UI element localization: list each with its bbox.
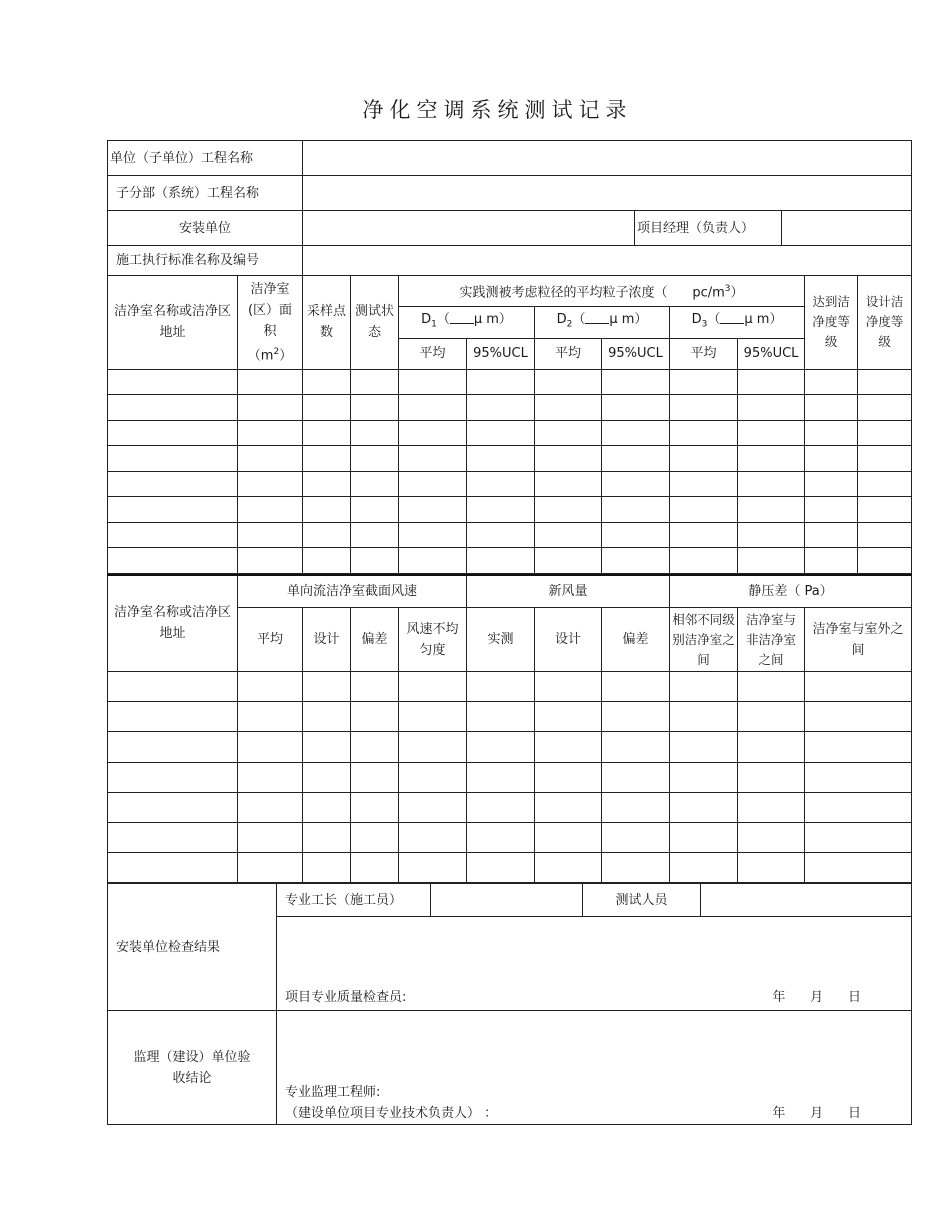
airflow-cell[interactable] xyxy=(535,822,602,852)
header-d3-avg: 平均 xyxy=(670,338,738,369)
particle-row xyxy=(108,497,912,523)
airflow-cell[interactable] xyxy=(108,732,238,762)
airflow-cell[interactable] xyxy=(238,732,303,762)
header-d2-ucl: 95%UCL xyxy=(602,338,670,369)
label-owner-rep: （建设单位项目专业技术负责人） ： xyxy=(285,1106,498,1122)
airflow-cell[interactable] xyxy=(670,732,738,762)
header-particle-concentration: 实践测被考虑粒径的平均粒子浓度（ $pc/m^3$） xyxy=(399,276,805,306)
label-install-unit: 安装单位 xyxy=(108,211,303,246)
label-unit-project: 单位（子单位）工程名称 xyxy=(108,141,303,176)
airflow-cell[interactable] xyxy=(238,792,303,822)
header-d3: $D_3$（ μ m） xyxy=(670,306,805,338)
airflow-table xyxy=(107,574,912,884)
header-adjacent-rooms: 相邻不同级别洁净室之间 xyxy=(670,608,738,672)
test-record-form xyxy=(107,140,911,1125)
particle-row xyxy=(108,369,912,395)
particle-cell[interactable] xyxy=(108,420,238,446)
particle-cell[interactable] xyxy=(805,548,858,574)
header-velocity: 单向流洁净室截面风速 xyxy=(238,575,467,608)
field-install-unit[interactable] xyxy=(303,211,635,246)
particle-cell[interactable] xyxy=(351,548,399,574)
particle-cell[interactable] xyxy=(351,420,399,446)
airflow-row xyxy=(108,792,912,822)
airflow-cell[interactable] xyxy=(351,732,399,762)
header-velocity-avg: 平均 xyxy=(238,608,303,672)
particle-cell[interactable] xyxy=(602,471,670,497)
label-qc-inspector: 项目专业质量检查员: xyxy=(285,990,407,1006)
field-inspection-result[interactable] xyxy=(277,917,912,1011)
airflow-cell[interactable] xyxy=(535,702,602,732)
particle-cell[interactable] xyxy=(108,369,238,395)
airflow-cell[interactable] xyxy=(399,822,467,852)
label-project-manager: 项目经理（负责人） xyxy=(635,211,782,246)
airflow-cell[interactable] xyxy=(108,792,238,822)
header-clean-nonclean: 洁净室与非洁净室之间 xyxy=(738,608,805,672)
airflow-cell[interactable] xyxy=(670,822,738,852)
label-tester: 测试人员 xyxy=(583,884,701,917)
particle-cell[interactable] xyxy=(602,420,670,446)
particle-cell[interactable] xyxy=(805,446,858,472)
particle-cell[interactable] xyxy=(670,471,738,497)
particle-cell[interactable] xyxy=(602,522,670,548)
particle-cell[interactable] xyxy=(858,446,912,472)
airflow-cell[interactable] xyxy=(467,732,535,762)
particle-row xyxy=(108,471,912,497)
header-room-address-2: 洁净室名称或洁净区地址 xyxy=(108,575,238,672)
particle-cell[interactable] xyxy=(602,395,670,421)
airflow-cell[interactable] xyxy=(238,762,303,792)
airflow-cell[interactable] xyxy=(303,672,351,702)
particle-cell[interactable] xyxy=(670,395,738,421)
header-fresh-design: 设计 xyxy=(535,608,602,672)
airflow-row xyxy=(108,762,912,792)
particle-cell[interactable] xyxy=(108,471,238,497)
particle-cell[interactable] xyxy=(467,548,535,574)
airflow-cell[interactable] xyxy=(467,822,535,852)
airflow-cell[interactable] xyxy=(805,792,912,822)
airflow-cell[interactable] xyxy=(303,702,351,732)
airflow-cell[interactable] xyxy=(399,702,467,732)
particle-cell[interactable] xyxy=(399,446,467,472)
airflow-cell[interactable] xyxy=(670,762,738,792)
airflow-cell[interactable] xyxy=(535,672,602,702)
particle-cell[interactable] xyxy=(858,420,912,446)
particle-cell[interactable] xyxy=(738,471,805,497)
particle-cell[interactable] xyxy=(399,471,467,497)
airflow-cell[interactable] xyxy=(351,762,399,792)
header-d2: $D_2$（ μ m） xyxy=(535,306,670,338)
particle-cell[interactable] xyxy=(351,522,399,548)
airflow-cell[interactable] xyxy=(467,853,535,883)
particle-cell[interactable] xyxy=(858,395,912,421)
particle-cell[interactable] xyxy=(238,548,303,574)
header-design-class: 设计洁净度等级 xyxy=(858,276,912,369)
airflow-rows xyxy=(108,672,912,883)
particle-cell[interactable] xyxy=(535,369,602,395)
particle-cell[interactable] xyxy=(467,497,535,523)
particle-cell[interactable] xyxy=(303,446,351,472)
info-table xyxy=(107,140,912,276)
particle-cell[interactable] xyxy=(535,446,602,472)
particle-cell[interactable] xyxy=(602,548,670,574)
particle-cell[interactable] xyxy=(399,369,467,395)
airflow-cell[interactable] xyxy=(238,853,303,883)
particle-rows xyxy=(108,369,912,573)
particle-cell[interactable] xyxy=(535,497,602,523)
particle-cell[interactable] xyxy=(238,522,303,548)
particle-cell[interactable] xyxy=(303,369,351,395)
particle-cell[interactable] xyxy=(467,420,535,446)
airflow-cell[interactable] xyxy=(805,702,912,732)
date-supervision: 年 月 日 xyxy=(772,1106,861,1122)
particle-cell[interactable] xyxy=(858,369,912,395)
particle-cell[interactable] xyxy=(670,522,738,548)
airflow-row xyxy=(108,822,912,852)
particle-cell[interactable] xyxy=(108,395,238,421)
airflow-cell[interactable] xyxy=(108,762,238,792)
field-standard[interactable] xyxy=(303,246,912,276)
header-velocity-design: 设计 xyxy=(303,608,351,672)
particle-cell[interactable] xyxy=(805,497,858,523)
airflow-cell[interactable] xyxy=(602,702,670,732)
particle-cell[interactable] xyxy=(303,497,351,523)
particle-cell[interactable] xyxy=(303,420,351,446)
airflow-cell[interactable] xyxy=(738,702,805,732)
airflow-cell[interactable] xyxy=(738,732,805,762)
particle-cell[interactable] xyxy=(467,446,535,472)
airflow-cell[interactable] xyxy=(303,792,351,822)
airflow-cell[interactable] xyxy=(602,853,670,883)
airflow-cell[interactable] xyxy=(238,822,303,852)
particle-cell[interactable] xyxy=(670,420,738,446)
particle-cell[interactable] xyxy=(399,420,467,446)
airflow-cell[interactable] xyxy=(467,792,535,822)
particle-cell[interactable] xyxy=(351,369,399,395)
particle-cell[interactable] xyxy=(108,548,238,574)
airflow-cell[interactable] xyxy=(670,672,738,702)
airflow-cell[interactable] xyxy=(108,853,238,883)
particle-cell[interactable] xyxy=(238,369,303,395)
airflow-cell[interactable] xyxy=(399,732,467,762)
page-title: 净化空调系统测试记录 xyxy=(362,98,633,122)
particle-cell[interactable] xyxy=(738,497,805,523)
particle-cell[interactable] xyxy=(602,446,670,472)
particle-cell[interactable] xyxy=(858,471,912,497)
particle-row xyxy=(108,522,912,548)
particle-row xyxy=(108,446,912,472)
particle-cell[interactable] xyxy=(399,395,467,421)
airflow-cell[interactable] xyxy=(351,702,399,732)
particle-cell[interactable] xyxy=(351,395,399,421)
header-room-address: 洁净室名称或洁净区地址 xyxy=(108,276,238,369)
label-inspection-result: 安装单位检查结果 xyxy=(108,884,277,1011)
airflow-cell[interactable] xyxy=(399,762,467,792)
particle-cell[interactable] xyxy=(303,471,351,497)
particle-row xyxy=(108,395,912,421)
header-clean-outside: 洁净室与室外之间 xyxy=(805,608,912,672)
conclusion-table xyxy=(107,883,912,1125)
airflow-cell[interactable] xyxy=(535,732,602,762)
airflow-row xyxy=(108,732,912,762)
particle-cell[interactable] xyxy=(738,420,805,446)
particle-cell[interactable] xyxy=(738,395,805,421)
particle-cell[interactable] xyxy=(399,522,467,548)
particle-table xyxy=(107,276,912,574)
particle-cell[interactable] xyxy=(535,395,602,421)
airflow-cell[interactable] xyxy=(670,853,738,883)
particle-cell[interactable] xyxy=(535,522,602,548)
label-supervision: 监理（建设）单位验收结论 xyxy=(108,1011,277,1125)
airflow-cell[interactable] xyxy=(602,792,670,822)
airflow-cell[interactable] xyxy=(805,853,912,883)
airflow-cell[interactable] xyxy=(602,732,670,762)
header-area: 洁净室 (区）面 积 $(m^2)$ xyxy=(238,276,303,369)
field-sub-project[interactable] xyxy=(303,176,912,211)
airflow-cell[interactable] xyxy=(670,702,738,732)
header-fresh-dev: 偏差 xyxy=(602,608,670,672)
header-d2-avg: 平均 xyxy=(535,338,602,369)
airflow-cell[interactable] xyxy=(738,762,805,792)
airflow-row xyxy=(108,672,912,702)
particle-cell[interactable] xyxy=(351,446,399,472)
airflow-cell[interactable] xyxy=(738,792,805,822)
particle-cell[interactable] xyxy=(805,471,858,497)
particle-cell[interactable] xyxy=(858,548,912,574)
label-standard: 施工执行标准名称及编号 xyxy=(108,246,303,276)
particle-cell[interactable] xyxy=(602,369,670,395)
particle-cell[interactable] xyxy=(670,446,738,472)
particle-cell[interactable] xyxy=(738,548,805,574)
particle-cell[interactable] xyxy=(535,471,602,497)
header-velocity-uneven: 风速不均匀度 xyxy=(399,608,467,672)
airflow-cell[interactable] xyxy=(805,732,912,762)
airflow-cell[interactable] xyxy=(399,672,467,702)
particle-row xyxy=(108,548,912,574)
particle-cell[interactable] xyxy=(238,446,303,472)
airflow-cell[interactable] xyxy=(738,672,805,702)
particle-cell[interactable] xyxy=(399,497,467,523)
particle-cell[interactable] xyxy=(303,522,351,548)
particle-cell[interactable] xyxy=(670,548,738,574)
airflow-cell[interactable] xyxy=(108,702,238,732)
particle-cell[interactable] xyxy=(238,420,303,446)
airflow-cell[interactable] xyxy=(738,822,805,852)
airflow-cell[interactable] xyxy=(351,792,399,822)
particle-cell[interactable] xyxy=(108,446,238,472)
header-fresh-air: 新风量 xyxy=(467,575,670,608)
particle-cell[interactable] xyxy=(238,471,303,497)
header-d3-ucl: 95%UCL xyxy=(738,338,805,369)
airflow-cell[interactable] xyxy=(805,672,912,702)
particle-cell[interactable] xyxy=(238,395,303,421)
particle-cell[interactable] xyxy=(467,522,535,548)
field-tester[interactable] xyxy=(701,884,912,917)
particle-cell[interactable] xyxy=(858,522,912,548)
particle-cell[interactable] xyxy=(858,497,912,523)
airflow-cell[interactable] xyxy=(602,762,670,792)
particle-cell[interactable] xyxy=(602,497,670,523)
label-foreman: 专业工长（施工员） xyxy=(277,884,431,917)
airflow-cell[interactable] xyxy=(303,822,351,852)
airflow-cell[interactable] xyxy=(303,853,351,883)
particle-cell[interactable] xyxy=(738,369,805,395)
airflow-cell[interactable] xyxy=(303,762,351,792)
airflow-cell[interactable] xyxy=(238,702,303,732)
particle-cell[interactable] xyxy=(108,497,238,523)
airflow-cell[interactable] xyxy=(805,822,912,852)
particle-cell[interactable] xyxy=(805,522,858,548)
particle-cell[interactable] xyxy=(805,369,858,395)
header-fresh-measured: 实测 xyxy=(467,608,535,672)
airflow-cell[interactable] xyxy=(238,672,303,702)
airflow-row xyxy=(108,702,912,732)
particle-cell[interactable] xyxy=(467,471,535,497)
field-unit-project[interactable] xyxy=(303,141,912,176)
airflow-cell[interactable] xyxy=(467,672,535,702)
particle-cell[interactable] xyxy=(351,497,399,523)
airflow-cell[interactable] xyxy=(108,822,238,852)
airflow-cell[interactable] xyxy=(602,822,670,852)
particle-cell[interactable] xyxy=(303,548,351,574)
header-test-state: 测试状态 xyxy=(351,276,399,369)
airflow-cell[interactable] xyxy=(467,762,535,792)
particle-cell[interactable] xyxy=(670,369,738,395)
header-d1: $D_1$（ μ m） xyxy=(399,306,535,338)
airflow-cell[interactable] xyxy=(399,853,467,883)
airflow-cell[interactable] xyxy=(535,853,602,883)
label-engineer: 专业监理工程师: xyxy=(285,1085,381,1101)
particle-cell[interactable] xyxy=(738,522,805,548)
field-foreman[interactable] xyxy=(431,884,583,917)
header-d1-avg: 平均 xyxy=(399,338,467,369)
airflow-cell[interactable] xyxy=(535,792,602,822)
particle-cell[interactable] xyxy=(467,369,535,395)
label-sub-project: 子分部（系统）工程名称 xyxy=(108,176,303,211)
particle-cell[interactable] xyxy=(805,420,858,446)
airflow-cell[interactable] xyxy=(303,732,351,762)
particle-cell[interactable] xyxy=(535,420,602,446)
airflow-cell[interactable] xyxy=(351,672,399,702)
particle-cell[interactable] xyxy=(108,522,238,548)
airflow-cell[interactable] xyxy=(535,762,602,792)
airflow-cell[interactable] xyxy=(670,792,738,822)
date-inspection: 年 月 日 xyxy=(772,990,861,1006)
airflow-cell[interactable] xyxy=(399,792,467,822)
field-project-manager[interactable] xyxy=(782,211,912,246)
airflow-cell[interactable] xyxy=(602,672,670,702)
airflow-cell[interactable] xyxy=(467,702,535,732)
particle-cell[interactable] xyxy=(351,471,399,497)
header-reached-class: 达到洁净度等级 xyxy=(805,276,858,369)
header-velocity-dev: 偏差 xyxy=(351,608,399,672)
airflow-cell[interactable] xyxy=(351,822,399,852)
airflow-cell[interactable] xyxy=(738,853,805,883)
airflow-cell[interactable] xyxy=(108,672,238,702)
airflow-cell[interactable] xyxy=(805,762,912,792)
particle-cell[interactable] xyxy=(467,395,535,421)
particle-cell[interactable] xyxy=(535,548,602,574)
particle-cell[interactable] xyxy=(738,446,805,472)
particle-cell[interactable] xyxy=(238,497,303,523)
field-supervision[interactable] xyxy=(277,1011,912,1125)
header-sampling-points: 采样点数 xyxy=(303,276,351,369)
airflow-cell[interactable] xyxy=(351,853,399,883)
particle-cell[interactable] xyxy=(670,497,738,523)
particle-row xyxy=(108,420,912,446)
particle-cell[interactable] xyxy=(805,395,858,421)
particle-cell[interactable] xyxy=(303,395,351,421)
header-d1-ucl: 95%UCL xyxy=(467,338,535,369)
header-static-pressure: 静压差（ Pa） xyxy=(670,575,912,608)
particle-cell[interactable] xyxy=(399,548,467,574)
airflow-row xyxy=(108,853,912,883)
